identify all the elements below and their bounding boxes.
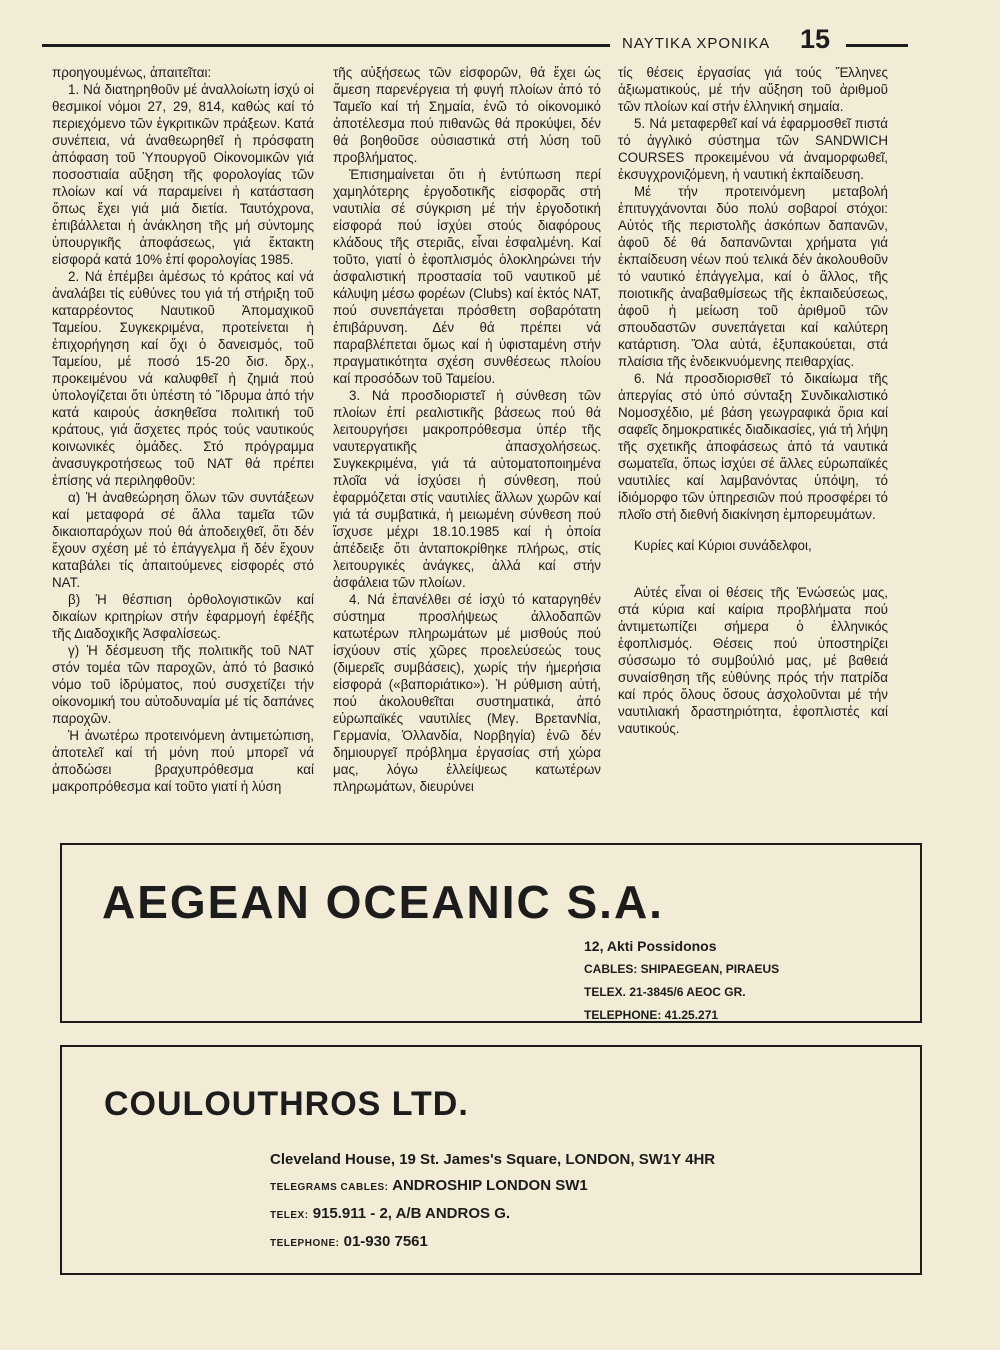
paragraph: γ) Ἡ δέσμευση τῆς πολιτικῆς τοῦ ΝΑΤ στόν τομέα τῶν παροχῶν, ἀπό τό βασικό νόμο τοῦ ἱδρύματος, πού συσχετίζει τήν οἰκονομική του αὐτοδυναμία μέ τίς δαπάνες παροχῶν. — [52, 643, 314, 726]
telex-value: 915.911 - 2, A/B ANDROS G. — [312, 1205, 511, 1222]
article-column-2 — [333, 64, 601, 795]
header-rule-right — [846, 44, 908, 47]
paragraph: Μέ τήν προτεινόμενη μεταβολή ἐπιτυγχάνονται δύο πολύ σοβαροί στόχοι: Αὐτός τῆς περιστολῆς ἀσκόπων δαπανῶν, ἀφοῦ δέ θά δαπανῶνται χρήματα γιά ἐκπαίδευση νέων πού τελικά δέν ἀκολουθοῦν τό ναυτικό ἐπάγγελμα, καί ὁ ἄλλος, τῆς ποιοτικῆς ἀναβαθμίσεως τῆς ἐκπαιδεύσεως, ἀφοῦ ἡ μείωση τοῦ ἀριθμοῦ τῶν σπουδαστῶν συνεπάγεται καί καλύτερη κατάρτιση. Ὅλα αὐτά, ἐξυπακούεται, στά πλαίσια τῆς ἐνδεικνυόμενης πειθαρχίας. — [618, 184, 888, 369]
paragraph: α) Ἡ ἀναθεώρηση ὅλων τῶν συντάξεων καί μεταφορά σέ ἄλλα ταμεῖα τῶν δικαιοπαρόχων πού θά ἀποδειχθεῖ, ὅτι δέν ἔχουν σχέση μέ τό ἐπάγγελμα ἤ δέν ἔχουν καταβάλει τίς ἀπαιτούμενες εἰσφορές στό ΝΑΤ. — [52, 490, 314, 590]
article-column-1 — [52, 64, 314, 795]
company-telephone — [270, 1229, 715, 1257]
company-address: 12, Akti Possidonos — [584, 938, 717, 954]
article-column-3 — [618, 64, 888, 737]
company-telephone: TELEPHONE: 41.25.271 — [584, 1008, 719, 1022]
company-contact — [270, 1147, 715, 1257]
company-telex: TELEX. 21-3845/6 AEOC GR. — [584, 985, 746, 999]
advertisement-coulouthros — [60, 1045, 922, 1275]
paragraph: Ἡ ἀνωτέρω προτεινόμενη ἀντιμετώπιση, ἀποτελεῖ καί τή μόνη πού μπορεῖ νά ἀποδώσει βραχυπρόθεσμα καί μακροπρόθεσμα καί τοῦτο γιατί ἡ λύση — [52, 728, 314, 794]
header-rule-left — [42, 44, 610, 47]
company-cables: CABLES: SHIPAEGEAN, PIRAEUS — [584, 962, 780, 976]
paragraph: 1. Νά διατηρηθοῦν μέ ἀναλλοίωτη ἰσχύ οἱ θεσμικοί νόμοι 27, 29, 814, καθώς καί τό περιεχόμενο τῶν ἐγκριτικῶν πράξεων. Κατά συνέπεια, νά ἀναθεωρηθεῖ ἡ πρόσφατη ἀπόφαση τοῦ Ὑπουργοῦ Οἰκονομικῶν γιά ποσοστιαία αὔξηση τῆς φορολογίας τῶν πλοίων καί νά παραμείνει ἡ κατάσταση ὅπως ἔχει γιά μιά διετία. Ταυτόχρονα, ἐπιβάλλεται ἡ ἀνάκληση τῆς μή σύντομης ὑπουργικῆς ἀποφάσεως, γιά ἔκτακτη εἰσφορά κατά 10% ἐπί φορολογίας 1985. — [52, 82, 314, 267]
paragraph: 3. Νά προσδιοριστεῖ ἡ σύνθεση τῶν πλοίων ἐπί ρεαλιστικῆς βάσεως πού θά λειτουργήσει μακροπρόθεσμα ὑπέρ τῆς ναυτεργατικῆς ἀπασχολήσεως. Συγκεκριμένα, γιά τά αὐτοματοποιημένα πλοῖα νά ἰσχύσει ἡ σύνθεση, πού ἐφαρμόζεται στίς ναυτιλίες ἄλλων χωρῶν καί γιά τά συμβατικά, ἡ μειωμένη σύνθεση πού ἴσχυσε μέχρι 18.10.1985 καί ἡ ὁποία ἀπέδειξε ὅτι ἀνταποκρίθηκε πλήρως, στίς λειτουργικές ἀνάγκες, ἀλλά καί στήν ἀσφάλεια τῶν πλοίων. — [333, 388, 601, 590]
paragraph: τῆς αὐξήσεως τῶν εἰσφορῶν, θά ἔχει ὡς ἄμεση παρενέργεια τή φυγή πλοίων ἀπό τό Ταμεῖο καί τή Σημαία, ἐνῶ τό οἰκονομικό ἀποτέλεσμα πού πιθανῶς θά προκύψει, δέν θά βοηθοῦσε οὐσιαστικά στή λύση τοῦ προβλήματος. — [333, 65, 601, 165]
salutation: Κυρίες καί Κύριοι συνάδελφοι, — [634, 538, 812, 553]
company-telex — [270, 1201, 715, 1229]
company-contact — [584, 935, 779, 1027]
paragraph: τίς θέσεις ἐργασίας γιά τούς Ἕλληνες ἀξιωματικούς, μέ τήν αὔξηση τοῦ ἀριθμοῦ τῶν πλοίων καί στήν ἑλληνική σημαία. — [618, 65, 888, 114]
magazine-title: ΝΑΥΤΙΚΑ ΧΡΟΝΙΚΑ — [622, 35, 771, 52]
paragraph: προηγουμένως, ἀπαιτεῖται: — [52, 65, 212, 80]
company-name: COULOUTHROS LTD. — [104, 1085, 469, 1123]
telegrams-value: ANDROSHIP LONDON SW1 — [392, 1177, 588, 1194]
advertisement-aegean-oceanic — [60, 843, 922, 1023]
paragraph: 6. Νά προσδιορισθεῖ τό δικαίωμα τῆς ἀπεργίας στό ὑπό σύνταξη Συνδικαλιστικό Νομοσχέδιο, μέ βάση γεωγραφικά ὅρια καί σαφεῖς δημοκρατικές διαδικασίες, γιά τή λήψη τῆς σχετικῆς ἀποφάσεως ἀπό τά ναυτικά σωματεῖα, ὅπως ἰσχύει σέ ἄλλες εὐρωπαϊκές ναυτιλίες καί λαμβανόντας ὑπόψη, τό ἰδιόμορφο τῶν ὑπηρεσιῶν πού προσφέρει τό πλοῖο στή διεθνή διακίνηση ἐμπορευμάτων. — [618, 371, 888, 522]
paragraph: 2. Νά ἐπέμβει ἀμέσως τό κράτος καί νά ἀναλάβει τίς εὐθύνες του γιά τή στήριξη τοῦ καταρρέοντος Ναυτικοῦ Ἀπομαχικοῦ Ταμείου. Συγκεκριμένα, προτείνεται ἡ ἐπιχορήγηση καί ὄχι ὁ δανεισμός, τοῦ Ταμείου, μέ ποσό 15-20 δισ. δρχ., προκειμένου νά καλυφθεῖ ἡ ζημιά πού ὑπολογίζεται ὅτι ὑπέστη τό Ἵδρυμα ἀπό τήν κατά καιρούς ἀσκηθεῖσα πολιτική τοῦ κράτους, γιά ἄσχετες πρός τούς ναυτικούς κοινωνικές ὁμάδες. Στό πρόγραμμα ἀνασυγκροτήσεως τοῦ ΝΑΤ θά πρέπει ἐπίσης νά περιληφθοῦν: — [52, 269, 314, 488]
paragraph: β) Ἡ θέσπιση ὀρθολογιστικῶν καί δικαίων κριτηρίων στήν ἐφαρμογή ἐφέξῆς τῆς Διαδοχικῆς Ἀσφαλίσεως. — [52, 592, 314, 641]
paragraph: Αὐτές εἶναι οἱ θέσεις τῆς Ἑνώσεώς μας, στά κύρια καί καίρια προβλήματα πού ἀντιμετωπίζει σήμερα ὁ ἑλληνικός ἐφοπλισμός. Θέσεις πού ὑποστηρίζει σύσσωμο τό συμβούλιό μας, μέ βαθειά συναίσθηση τῆς εὐθύνης πρός τήν πατρίδα καί πρός ὅλους ὅσους ἀσχολοῦνται μέ τήν ναυτιλιακή δραστηριότητα, ἐφοπλιστές καί ναυτικούς. — [618, 585, 888, 736]
paragraph: Ἐπισημαίνεται ὅτι ἡ ἐντύπωση περί χαμηλότερης ἐργοδοτικῆς εἰσφορᾶς στή ναυτιλία σέ σύγκριση μέ τήν ἐργοδοτική εἰσφορά πού ἰσχύει στούς διαφόρους κλάδους τῆς στεριᾶς, εἶναι ἐσφαλμένη. Καί τοῦτο, γιατί ὁ ἐφοπλισμός ὁλοκληρώνει τήν ἀσφαλιστική προστασία τοῦ ναυτικοῦ μέ κάλυψη μέσω φορέων (Clubs) καί ἐκτός ΝΑΤ, πού συνεπάγεται πρόσθετη σοβαρότατη ἐπιβάρυνση. Δέν θά πρέπει νά παραβλέπεται ὅμως καί ἡ ὑφισταμένη στήν πραγματικότητα σχέση συνθέσεως πλοίου καί προσόδων τοῦ Ταμείου. — [333, 167, 601, 386]
telex-label: TELEX: — [270, 1210, 309, 1221]
page-number: 15 — [800, 24, 831, 54]
company-telegrams — [270, 1173, 715, 1201]
paragraph: 4. Νά ἐπανέλθει σέ ἰσχύ τό καταργηθέν σύστημα προσλήψεως ἀλλοδαπῶν κατωτέρων πληρωμάτων μέ μισθούς πού ἰσχύουν στίς χῶρες προελεύσεώς τους (διμερεῖς συμβάσεις), χωρίς τήν ἡμερήσια εἰσφορά («βαποριάτικο»). Ἡ ρύθμιση αὐτή, πού ἀκολουθεῖται συστηματικά, ἀπό εὐρωπαϊκές ναυτιλίες (Μεγ. ΒρετανNία, Γερμανία, Ὀλλανδία, Νορβηγία) ἐνῶ δέν δημιουργεῖ πρόβλημα ἐργασίας στή χώρα μας, λόγω ἐλλείψεως κατωτέρων πληρωμάτων, διευρύνει — [333, 592, 601, 794]
paragraph: 5. Νά μεταφερθεῖ καί νά ἐφαρμοσθεῖ πιστά τό ἀγγλικό σύστημα τῶν SANDWICH COURSES προκειμένου νά ἀναμορφωθεῖ, ἐκσυγχρονιζόμενη, ἡ ναυτική ἐκπαίδευση. — [618, 116, 888, 182]
telephone-value: 01-930 7561 — [343, 1233, 428, 1250]
telephone-label: TELEPHONE: — [270, 1238, 340, 1249]
telegrams-label: TELEGRAMS CABLES: — [270, 1182, 389, 1193]
company-address: Cleveland House, 19 St. James's Square, LONDON, SW1Y 4HR — [270, 1151, 716, 1168]
company-name: AEGEAN OCEANIC S.A. — [102, 876, 664, 928]
